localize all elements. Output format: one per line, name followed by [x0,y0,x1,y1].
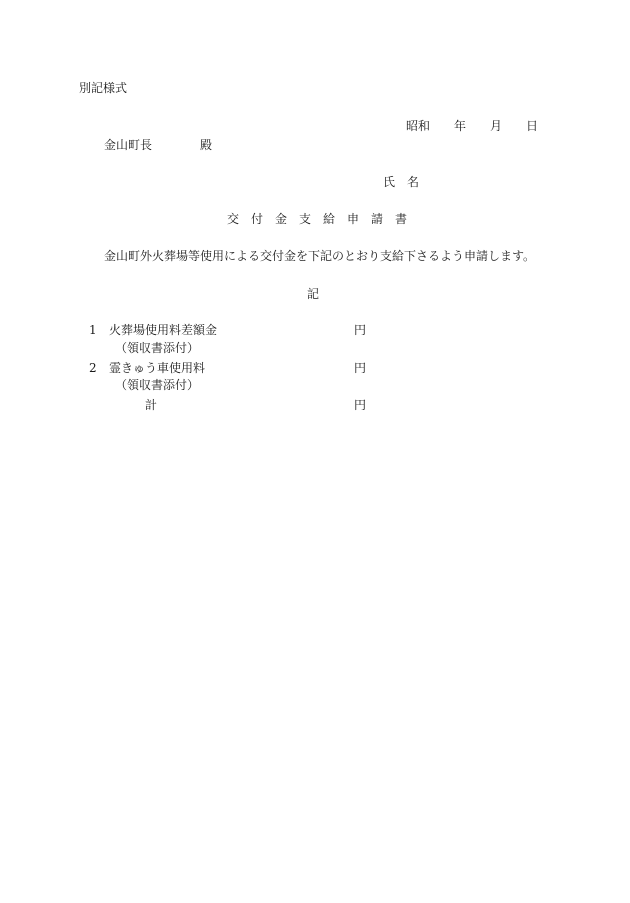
total-label: 計 [145,398,158,412]
document-title: 交 付 金 支 給 申 請 書 [227,212,408,226]
date-line: 昭和 年 月 日 [406,119,539,133]
form-label: 別記様式 [79,81,128,95]
item-note: （領収書添付） [115,378,200,392]
item-number: 1 [89,323,97,337]
item-note: （領収書添付） [115,341,200,355]
item-number: 2 [89,361,97,375]
item-unit: 円 [354,361,367,375]
item-label: 火葬場使用料差額金 [109,323,218,337]
addressee: 金山町長 殿 [104,138,213,152]
body-text: 金山町外火葬場等使用による交付金を下記のとおり支給下さるよう申請します。 [104,249,536,263]
ki-heading: 記 [307,287,320,301]
total-unit: 円 [354,398,367,412]
applicant-name-label: 氏 名 [383,175,420,189]
item-unit: 円 [354,323,367,337]
item-label: 霊きゅう車使用料 [109,361,206,375]
